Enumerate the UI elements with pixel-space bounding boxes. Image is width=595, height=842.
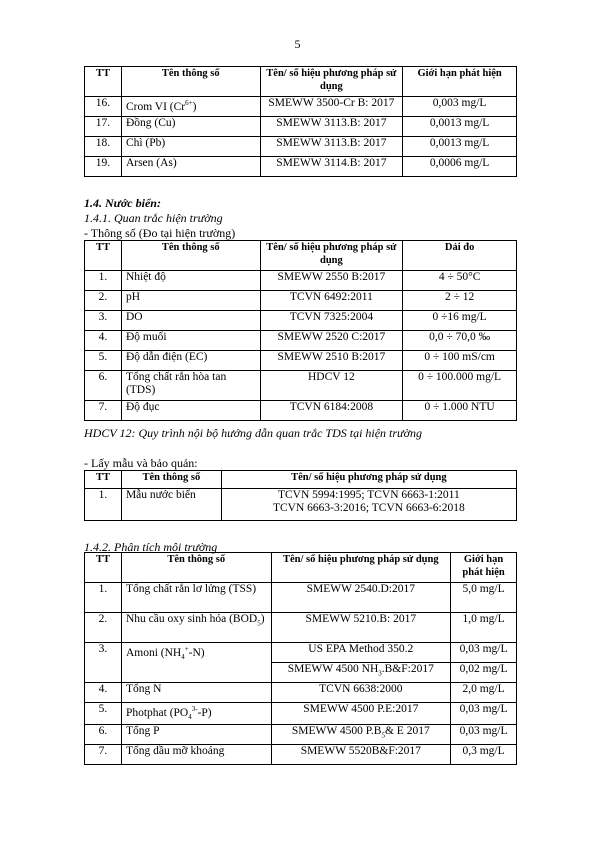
- col-header-tt: TT: [85, 471, 122, 489]
- section-1-4-2-heading: 1.4.2. Phân tích môi trường: [84, 540, 218, 554]
- field-params-label: - Thông số (Đo tại hiện trường): [84, 226, 236, 240]
- table-row: 1. Mẫu nước biển TCVN 5994:1995; TCVN 6663-1:2011 TCVN 6663-3:2016; TCVN 6663-6:2018: [85, 489, 517, 521]
- table-metals: [84, 66, 517, 177]
- section-1-4-1-heading: 1.4.1. Quan trắc hiện trường: [84, 211, 223, 225]
- table-row: 6. Tổng chất rắn hòa tan (TDS) HDCV 12 0 ÷ 100.000 mg/L: [85, 371, 517, 401]
- table-row: 19. Arsen (As) SMEWW 3114.B: 2017 0,0006 mg/L: [85, 157, 517, 177]
- table-row: 1. Nhiệt độ SMEWW 2550 B:2017 4 ÷ 50°C: [85, 271, 517, 291]
- col-header-limit: Giới hạn phát hiện: [403, 67, 517, 97]
- table-row: 4. Độ muối SMEWW 2520 C:2017 0,0 ÷ 70,0 ‰: [85, 331, 517, 351]
- table-row: 1. Tổng chất rắn lơ lửng (TSS) SMEWW 2540.D:2017 5,0 mg/L: [85, 583, 517, 613]
- col-header-tt: TT: [85, 553, 122, 583]
- col-header-method: Tên/ số hiệu phương pháp sử dụng: [260, 67, 403, 97]
- table-row: 7. Tổng dầu mỡ khoáng SMEWW 5520B&F:2017 0,3 mg/L: [85, 745, 517, 765]
- col-header-param: Tên thông số: [121, 241, 260, 271]
- col-header-param: Tên thông số: [121, 553, 271, 583]
- table-row: SMEWW 4500 $NH_3.B\&F:2017$ 0,02 mg/L: [85, 663, 517, 683]
- table-analysis: [84, 552, 517, 765]
- table-sampling: [84, 470, 517, 521]
- page-number: 5: [294, 37, 301, 51]
- col-header-param: Tên thông số: [121, 67, 260, 97]
- table-row: 16. Crom VI $(Cr^{6+})$ SMEWW 3500-Cr B: 2017 0,003 mg/L: [85, 97, 517, 117]
- hdcv-note: HDCV 12: Quy trình nội bộ hướng dẫn quan trắc TDS tại hiện trường: [84, 426, 423, 440]
- table-field-params: [84, 240, 517, 421]
- col-header-limit: Giới hạn phát hiện: [451, 553, 517, 583]
- col-header-method: Tên/ số hiệu phương pháp sử dụng: [221, 471, 516, 489]
- col-header-param: Tên thông số: [121, 471, 221, 489]
- table-row: 7. Độ đục TCVN 6184:2008 0 ÷ 1.000 NTU: [85, 401, 517, 421]
- col-header-method: Tên/ số hiệu phương pháp sử dụng: [260, 241, 403, 271]
- table-row: 17. Đồng (Cu) SMEWW 3113.B: 2017 0,0013 mg/L: [85, 117, 517, 137]
- table-row: 5. Độ dẫn điện (EC) SMEWW 2510 B:2017 0 ÷ 100 mS/cm: [85, 351, 517, 371]
- sampling-label: - Lấy mẫu và bảo quản:: [84, 456, 198, 470]
- section-1-4-heading: 1.4. Nước biển:: [84, 196, 161, 210]
- table-row: 6. Tổng P SMEWW 4500 $P.B_5\&$ E 2017 0,03 mg/L: [85, 725, 517, 745]
- col-header-tt: TT: [85, 241, 122, 271]
- col-header-range: Dải đo: [403, 241, 517, 271]
- table-row: 4. Tổng N TCVN 6638:2000 2,0 mg/L: [85, 683, 517, 703]
- table-row: 2. pH TCVN 6492:2011 2 ÷ 12: [85, 291, 517, 311]
- table-row: 18. Chì (Pb) SMEWW 3113.B: 2017 0,0013 mg/L: [85, 137, 517, 157]
- table-row: 3. Amoni $(NH_4^+-N)$ US EPA Method 350.2 0,03 mg/L: [85, 643, 517, 663]
- table-row: 5. Photphat $(PO_4^{3-}-P)$ SMEWW 4500 P.E:2017 0,03 mg/L: [85, 703, 517, 725]
- table-row: 3. DO TCVN 7325:2004 0 ÷16 mg/L: [85, 311, 517, 331]
- col-header-tt: TT: [85, 67, 122, 97]
- col-header-method: Tên/ số hiệu phương pháp sử dụng: [271, 553, 451, 583]
- table-row: 2. Nhu cầu oxy sinh hóa $(BOD_5)$ SMEWW 5210.B: 2017 1,0 mg/L: [85, 613, 517, 643]
